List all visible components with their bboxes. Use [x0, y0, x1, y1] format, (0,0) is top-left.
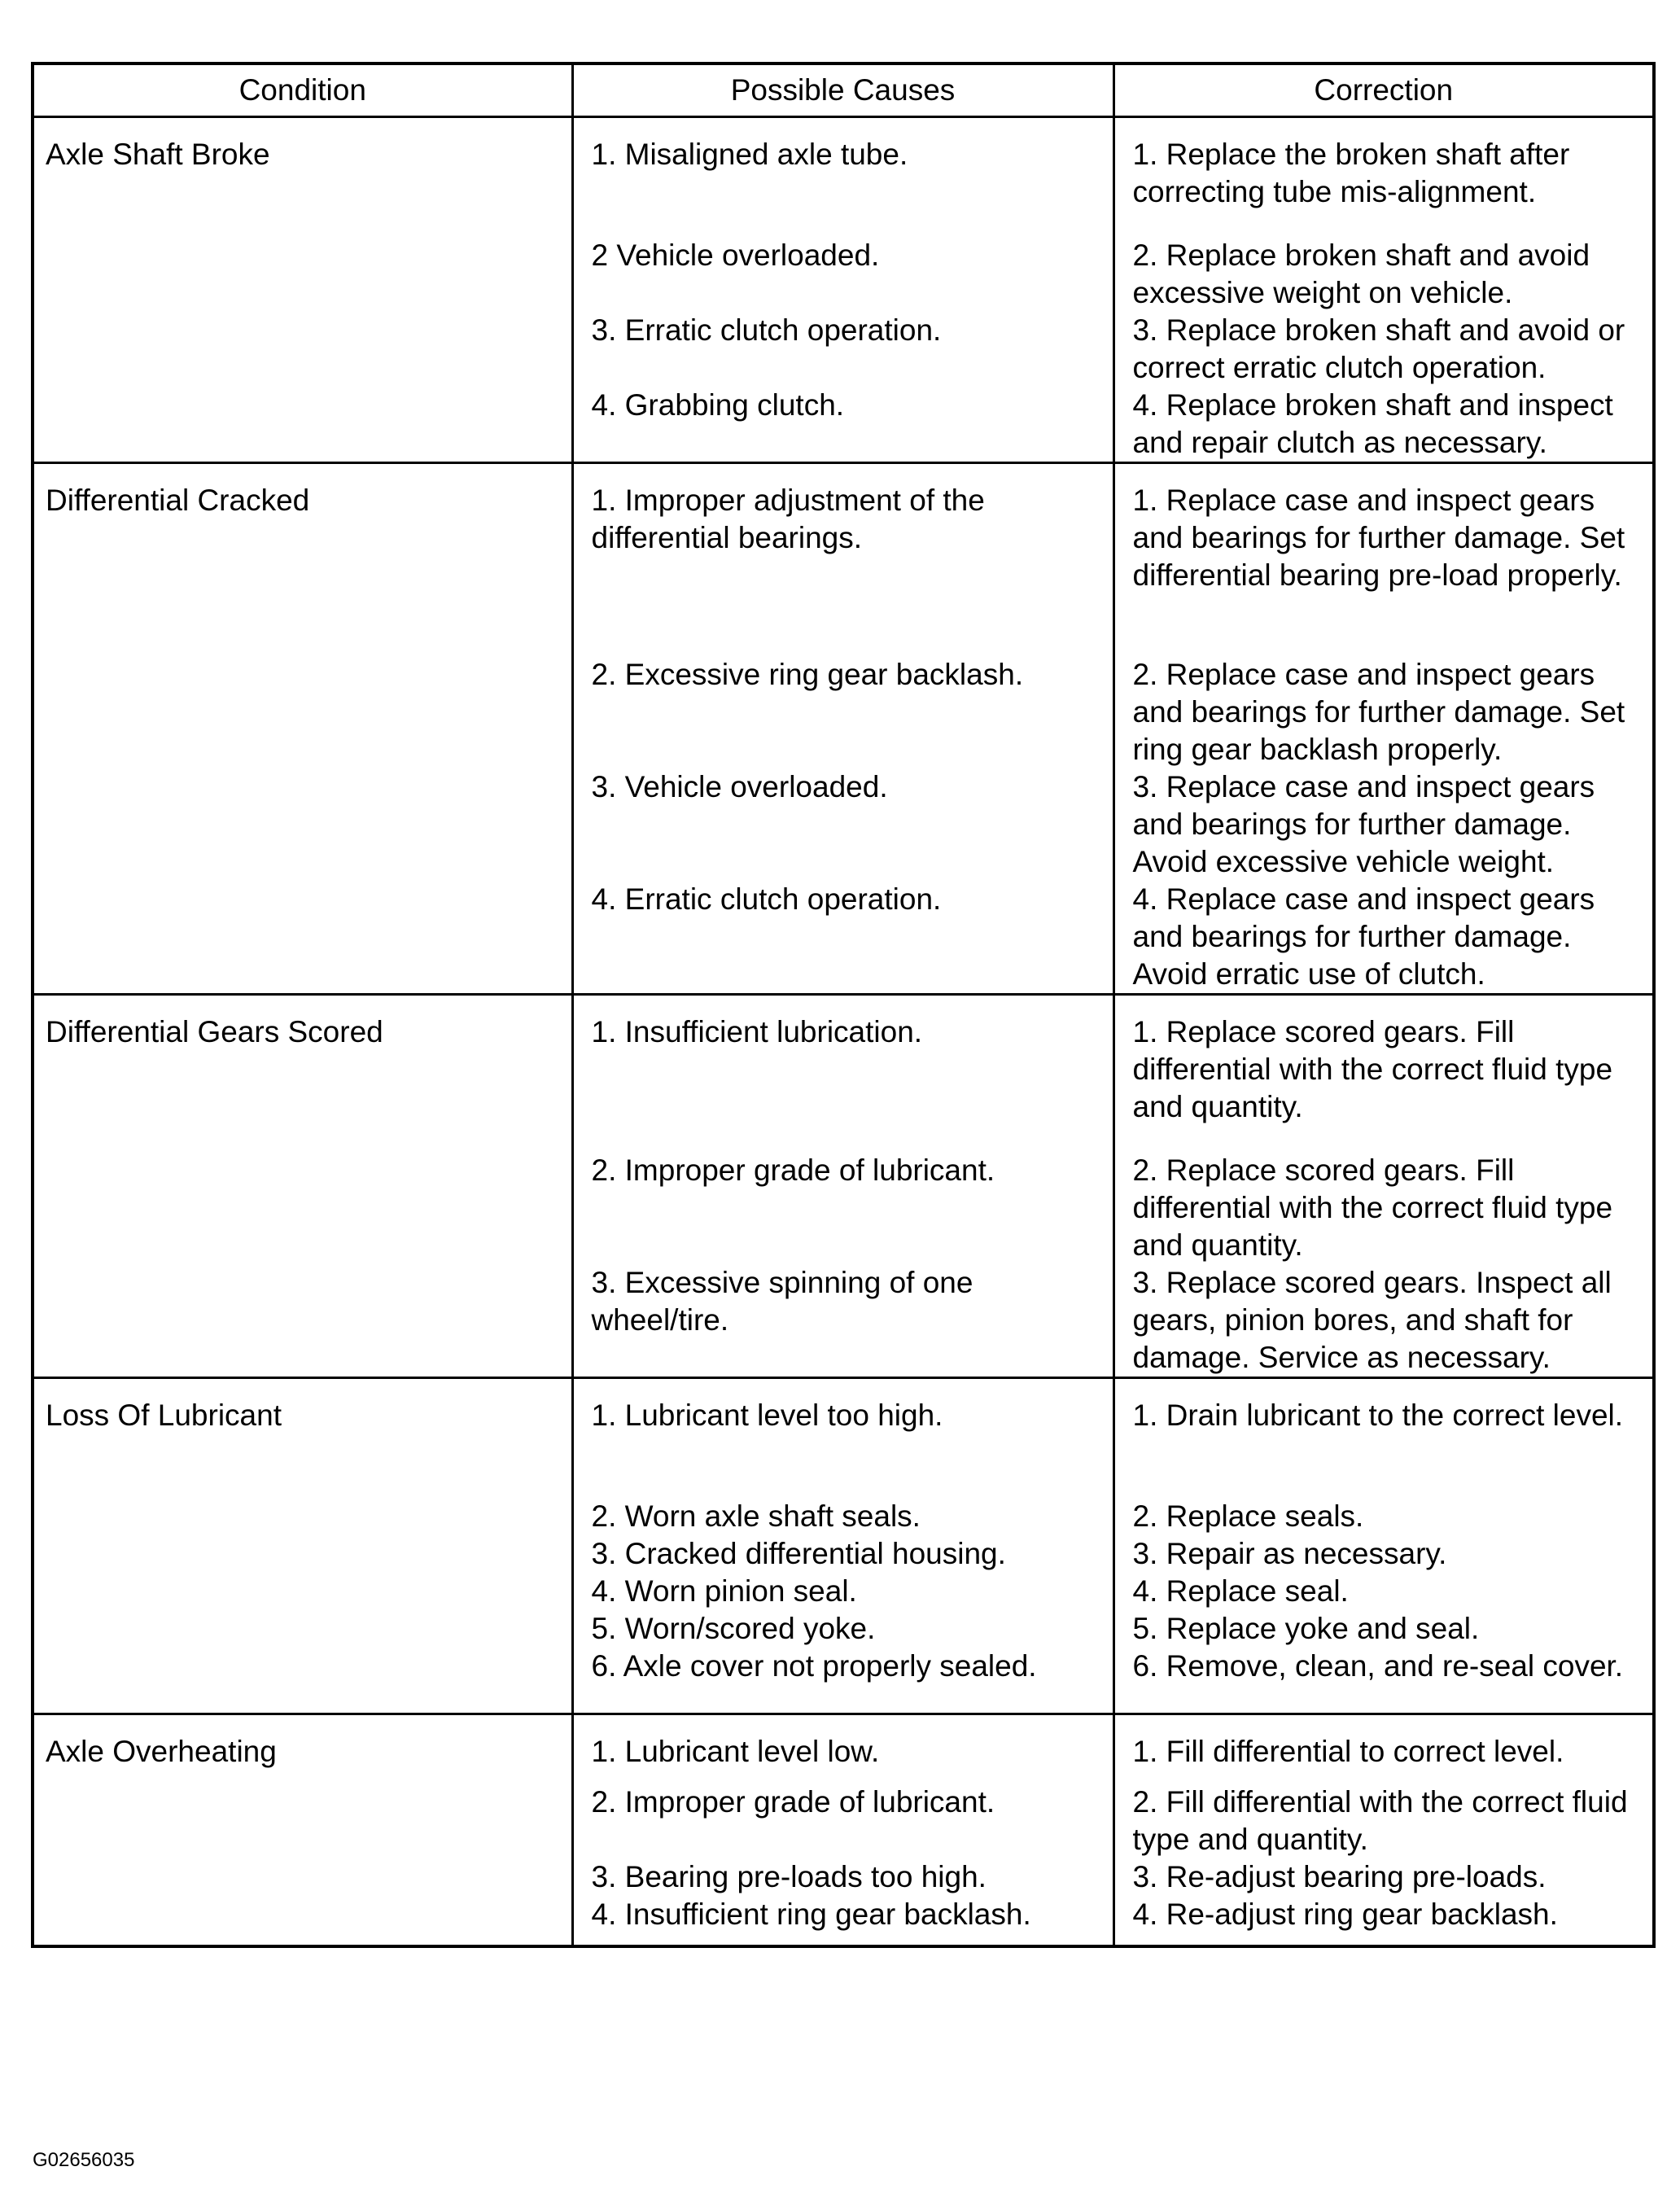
correction-cell [1113, 1573, 1654, 1610]
cause-text: 3. Erratic clutch operation. [591, 313, 942, 347]
condition-text: Axle Overheating [46, 1735, 277, 1768]
cause-text: 2. Improper grade of lubricant. [591, 1785, 995, 1819]
correction-text: 4. Re-adjust ring gear backlash. [1132, 1898, 1558, 1931]
correction-text: 4. Replace broken shaft and inspect and repair clutch as necessary. [1132, 388, 1613, 459]
correction-cell [1113, 1896, 1654, 1946]
correction-text: 2. Replace broken shaft and avoid excessive weight on vehicle. [1132, 239, 1590, 309]
cause-cell [572, 1498, 1113, 1535]
cause-cell [572, 463, 1113, 657]
correction-cell [1113, 387, 1654, 463]
cause-cell [572, 387, 1113, 463]
cause-cell [572, 1714, 1113, 1784]
cause-text: 5. Worn/scored yoke. [591, 1612, 876, 1645]
correction-cell [1113, 1858, 1654, 1896]
figure-id: G02656035 [33, 2149, 135, 2171]
cause-text: 2 Vehicle overloaded. [591, 239, 880, 272]
cause-text: 6. Axle cover not properly sealed. [591, 1649, 1037, 1683]
correction-text: 2. Replace scored gears. Fill differential with the correct fluid type and quantity. [1132, 1153, 1613, 1262]
cause-cell [572, 768, 1113, 881]
cause-text: 1. Insufficient lubrication. [591, 1015, 923, 1048]
correction-cell [1113, 1714, 1654, 1784]
correction-cell [1113, 881, 1654, 995]
cause-cell [572, 117, 1113, 238]
cause-text: 2. Excessive ring gear backlash. [591, 658, 1024, 691]
correction-text: 1. Replace the broken shaft after correcting tube mis-alignment. [1132, 138, 1570, 208]
cause-text: 1. Lubricant level too high. [591, 1399, 943, 1432]
header-possible-causes: Possible Causes [572, 63, 1113, 117]
correction-text: 3. Replace case and inspect gears and bearings for further damage. Avoid excessive vehicle weight. [1132, 770, 1595, 878]
cause-cell [572, 312, 1113, 387]
cause-text: 3. Excessive spinning of one wheel/tire. [591, 1266, 973, 1337]
condition-text: Axle Shaft Broke [46, 138, 270, 171]
correction-text: 1. Replace scored gears. Fill differential with the correct fluid type and quantity. [1132, 1015, 1613, 1123]
correction-cell [1113, 463, 1654, 657]
correction-text: 2. Fill differential with the correct fluid type and quantity. [1132, 1785, 1628, 1856]
condition-cell [33, 995, 572, 1378]
condition-text: Differential Cracked [46, 484, 310, 517]
correction-text: 2. Replace case and inspect gears and bearings for further damage. Set ring gear backlash properly. [1132, 658, 1625, 766]
cause-text: 3. Bearing pre-loads too high. [591, 1860, 987, 1893]
cause-cell [572, 1648, 1113, 1714]
cause-text: 4. Grabbing clutch. [591, 388, 845, 422]
table-row [33, 1378, 1654, 1499]
condition-text: Differential Gears Scored [46, 1015, 383, 1048]
correction-cell [1113, 1648, 1654, 1714]
cause-cell [572, 995, 1113, 1153]
table-body [33, 117, 1654, 1947]
cause-text: 1. Improper adjustment of the differential bearings. [591, 484, 985, 554]
correction-text: 3. Repair as necessary. [1132, 1537, 1447, 1570]
correction-cell [1113, 1378, 1654, 1499]
correction-text: 2. Replace seals. [1132, 1499, 1364, 1533]
header-condition: Condition [33, 63, 572, 117]
correction-cell [1113, 117, 1654, 238]
condition-cell [33, 463, 572, 995]
cause-cell [572, 1152, 1113, 1264]
cause-cell [572, 1858, 1113, 1896]
table-row [33, 463, 1654, 657]
header-correction: Correction [1113, 63, 1654, 117]
correction-cell [1113, 1784, 1654, 1858]
table-row [33, 117, 1654, 238]
cause-text: 4. Erratic clutch operation. [591, 882, 942, 916]
cause-text: 3. Vehicle overloaded. [591, 770, 888, 803]
cause-cell [572, 1610, 1113, 1648]
cause-cell [572, 1535, 1113, 1573]
correction-text: 3. Re-adjust bearing pre-loads. [1132, 1860, 1547, 1893]
correction-text: 3. Replace scored gears. Inspect all gears, pinion bores, and shaft for damage. Service as necessary. [1132, 1266, 1612, 1374]
table-row [33, 995, 1654, 1153]
correction-text: 6. Remove, clean, and re-seal cover. [1132, 1649, 1624, 1683]
correction-text: 4. Replace case and inspect gears and bearings for further damage. Avoid erratic use of clutch. [1132, 882, 1595, 991]
cause-cell [572, 237, 1113, 312]
cause-cell [572, 1896, 1113, 1946]
condition-cell [33, 117, 572, 463]
cause-text: 2. Improper grade of lubricant. [591, 1153, 995, 1187]
correction-cell [1113, 995, 1654, 1153]
condition-cell [33, 1378, 572, 1714]
correction-text: 1. Drain lubricant to the correct level. [1132, 1399, 1624, 1432]
correction-text: 1. Replace case and inspect gears and bearings for further damage. Set differential bearing pre-load properly. [1132, 484, 1625, 592]
correction-text: 5. Replace yoke and seal. [1132, 1612, 1480, 1645]
correction-cell [1113, 1264, 1654, 1378]
cause-cell [572, 1784, 1113, 1858]
diagnosis-table [31, 62, 1656, 1948]
correction-text: 4. Replace seal. [1132, 1574, 1349, 1608]
cause-cell [572, 1573, 1113, 1610]
cause-text: 2. Worn axle shaft seals. [591, 1499, 921, 1533]
correction-cell [1113, 768, 1654, 881]
correction-cell [1113, 1498, 1654, 1535]
cause-text: 4. Insufficient ring gear backlash. [591, 1898, 1031, 1931]
correction-cell [1113, 1535, 1654, 1573]
cause-cell [572, 1378, 1113, 1499]
cause-cell [572, 656, 1113, 768]
cause-cell [572, 881, 1113, 995]
correction-cell [1113, 237, 1654, 312]
condition-cell [33, 1714, 572, 1947]
cause-text: 1. Lubricant level low. [591, 1735, 880, 1768]
correction-cell [1113, 312, 1654, 387]
cause-text: 3. Cracked differential housing. [591, 1537, 1006, 1570]
condition-text: Loss Of Lubricant [46, 1399, 282, 1432]
header-row [33, 63, 1654, 117]
correction-cell [1113, 1152, 1654, 1264]
correction-text: 3. Replace broken shaft and avoid or correct erratic clutch operation. [1132, 313, 1625, 384]
correction-cell [1113, 1610, 1654, 1648]
correction-text: 1. Fill differential to correct level. [1132, 1735, 1564, 1768]
cause-text: 4. Worn pinion seal. [591, 1574, 857, 1608]
cause-cell [572, 1264, 1113, 1378]
cause-text: 1. Misaligned axle tube. [591, 138, 908, 171]
correction-cell [1113, 656, 1654, 768]
table-row [33, 1714, 1654, 1784]
